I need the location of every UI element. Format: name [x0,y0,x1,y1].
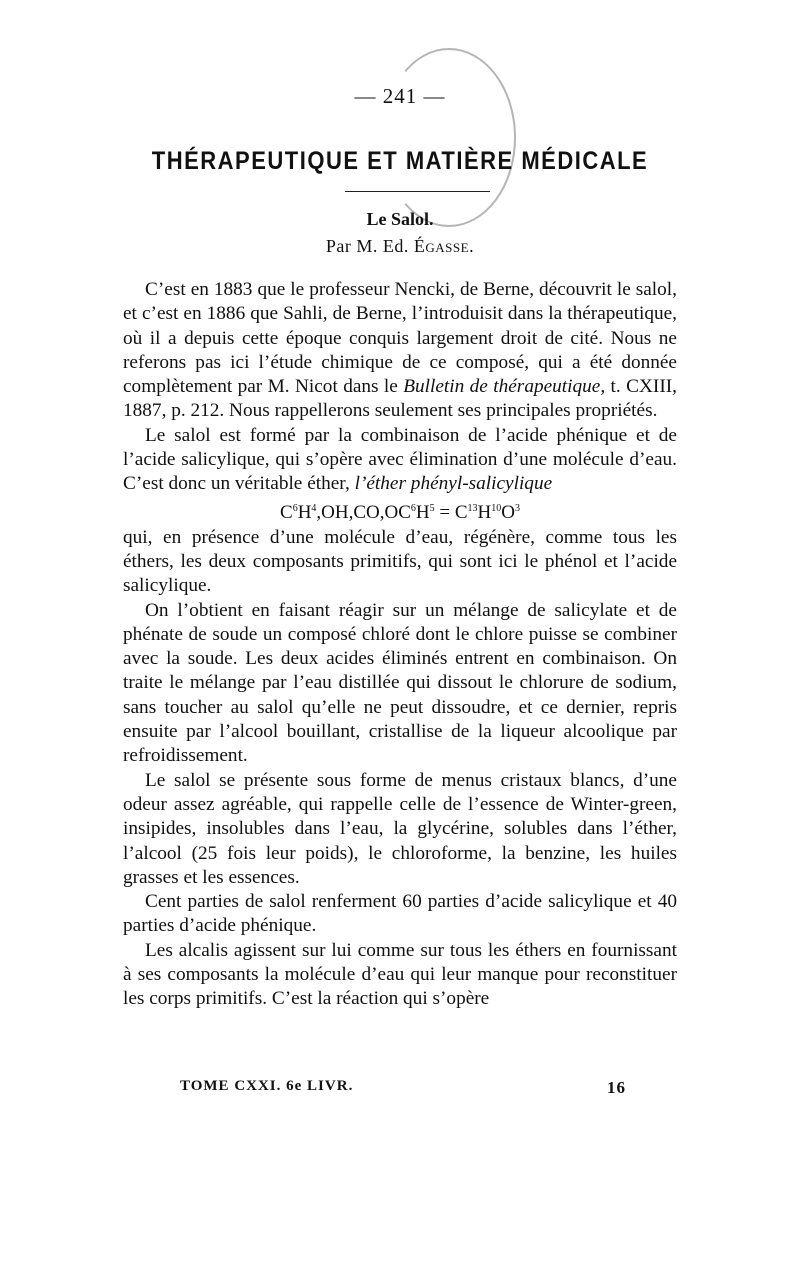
formula-sup: 3 [515,502,520,514]
paragraph-2-continued: qui, en présence d’une molécule d’eau, régénère, comme tous les éthers, les deux composants primitifs, qui sont ici le phénol et l’acide salicylique. [123,526,677,597]
article-title: Le Salol. [366,209,434,229]
formula-part: H [415,501,430,523]
formula-sup: 4 [311,502,317,514]
p2-italic-term: l’éther phényl-salicylique [354,473,553,495]
formula-part: O [501,501,515,523]
formula-part: ,OH,CO,OC [316,501,411,523]
library-stamp [382,48,516,227]
p1-text-b: t. CXIII, 1887, p. 212. Nous rappellerons seulement ses principales propriétés. [123,376,677,422]
formula-part: H [477,501,492,523]
signature-mark: 16 [607,1078,626,1097]
volume-line: TOME CXXI. 6e LIVR. [180,1078,354,1094]
paragraph-6: Les alcalis agissent sur lui comme sur tous les éthers en fournissant à ses composants la molécule d’eau qui leur manque pour reconstituer les corps primitifs. C’est la réaction qui s’opère [123,939,677,1010]
chemical-formula [123,501,677,525]
byline-prefix: Par M. Ed. [325,236,409,256]
formula-part: = C [434,501,468,523]
page-number: — 241 — [354,84,446,108]
paragraph-2 [123,424,677,497]
paragraph-3: On l’obtient en faisant réagir sur un mélange de salicylate et de phénate de soude un composé chloré dont le chlore puisse se combiner avec la soude. Les deux acides éliminés entrent en combinaison. On traite le mélange par l’eau distillée qui dissout le chlorure de sodium, sans toucher au salol qu’elle ne peut dissoudre, et ce dernier, repris ensuite par l’alcool bouillant, cristallise de la liqueur alcoolique par refroidissement. [123,599,677,767]
formula-sup: 6 [292,502,298,514]
section-title: THÉRAPEUTIQUE ET MATIÈRE MÉDICALE [151,146,649,175]
p2-text: Le salol est formé par la combinaison de l’acide phénique et de l’acide salicylique, qui s’opère avec élimination d’une molécule d’eau. C’est donc un véritable éther, [123,424,677,495]
formula-part: H [297,501,312,523]
paragraph-4: Le salol se présente sous forme de menus cristaux blancs, d’une odeur assez agréable, qui rappelle celle de l’essence de Winter-green, insipides, insolubles dans l’eau, la glycérine, solubles dans l’éther, l’alcool (25 fois leur poids), le chloroforme, la benzine, les huiles grasses et les essences. [123,769,677,888]
article-body [123,278,677,1012]
formula-sup: 10 [491,502,502,514]
formula-sup: 5 [429,502,435,514]
byline [0,236,800,257]
byline-author: Égasse. [413,236,475,256]
paragraph-5: Cent parties de salol renferment 60 parties d’acide salicylique et 40 parties d’acide phénique. [123,891,677,937]
formula-sup: 13 [467,502,478,514]
p1-text-a: C’est en 1883 que le professeur Nencki, de Berne, découvrit le salol, et c’est en 1886 que Sahli, de Berne, l’introduisit dans la thérapeutique, où il a depuis cette époque conquis largement droit de cité. Nous ne referons pas ici l’étude chimique de ce composé, qui a été donnée complètement par M. Nicot dans le [123,279,677,398]
formula-part: C [280,501,293,523]
p1-journal-title: Bulletin de thérapeutique, [403,376,606,398]
title-rule [345,191,490,192]
paragraph-1 [123,278,677,424]
page-footer [180,1078,626,1095]
formula-sup: 6 [410,502,416,514]
